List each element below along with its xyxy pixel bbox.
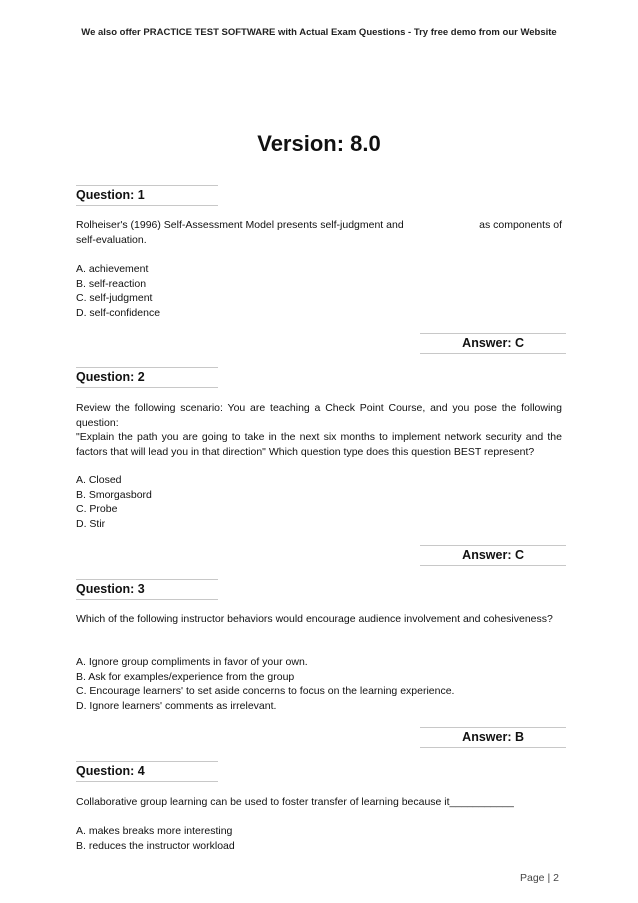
question-1-text-cont: self-evaluation. bbox=[76, 233, 147, 246]
option: A. makes breaks more interesting bbox=[76, 825, 233, 837]
question-2-para-1: Review the following scenario: You are teaching a Check Point Course, and you pose the following question: bbox=[76, 402, 562, 429]
page-number: Page | 2 bbox=[520, 872, 559, 884]
header-banner: We also offer PRACTICE TEST SOFTWARE with Actual Exam Questions - Try free demo from our Website bbox=[81, 27, 557, 38]
option: B. self-reaction bbox=[76, 277, 147, 290]
question-2-title: Question: 2 bbox=[76, 367, 218, 388]
question-1-options bbox=[76, 262, 160, 320]
question-1-answer bbox=[420, 333, 566, 354]
question-3-title: Question: 3 bbox=[76, 579, 218, 600]
question-2-text bbox=[76, 401, 562, 459]
question-2-para-2: "Explain the path you are going to take in the next six months to implement network security and the factors that will lead you in that direction" Which question type does this question BEST represent? bbox=[76, 431, 562, 458]
option: A. Closed bbox=[76, 474, 122, 486]
option: B. reduces the instructor workload bbox=[76, 839, 235, 852]
question-3-answer-label: Answer: B bbox=[462, 730, 524, 744]
question-1-title: Question: 1 bbox=[76, 185, 218, 206]
option: D. Ignore learners' comments as irrelevant. bbox=[76, 699, 277, 712]
option: D. Stir bbox=[76, 517, 106, 530]
option: A. achievement bbox=[76, 263, 149, 275]
option: C. self-judgment bbox=[76, 292, 153, 304]
option: A. Ignore group compliments in favor of your own. bbox=[76, 656, 308, 668]
question-2-answer-label: Answer: C bbox=[462, 548, 524, 562]
question-3-answer bbox=[420, 727, 566, 748]
option: C. Encourage learners' to set aside concerns to focus on the learning experience. bbox=[76, 685, 455, 697]
option: D. self-confidence bbox=[76, 306, 161, 319]
question-3-options bbox=[76, 655, 454, 713]
question-1-text-left: Rolheiser's (1996) Self-Assessment Model presents self-judgment and bbox=[76, 219, 404, 231]
question-1-text bbox=[76, 218, 562, 247]
question-1-text-right: as components of bbox=[479, 219, 562, 231]
version-title: Version: 8.0 bbox=[257, 131, 381, 156]
option: B. Ask for examples/experience from the group bbox=[76, 670, 295, 683]
option: C. Probe bbox=[76, 503, 118, 515]
question-4-title: Question: 4 bbox=[76, 761, 218, 782]
question-2-answer bbox=[420, 545, 566, 566]
question-4-options bbox=[76, 824, 235, 853]
question-2-options bbox=[76, 473, 152, 531]
question-3-text: Which of the following instructor behaviors would encourage audience involvement and cohesiveness? bbox=[76, 613, 553, 625]
question-4-text: Collaborative group learning can be used to foster transfer of learning because it___________ bbox=[76, 796, 514, 808]
option: B. Smorgasbord bbox=[76, 488, 152, 501]
question-1-answer-label: Answer: C bbox=[462, 336, 524, 350]
